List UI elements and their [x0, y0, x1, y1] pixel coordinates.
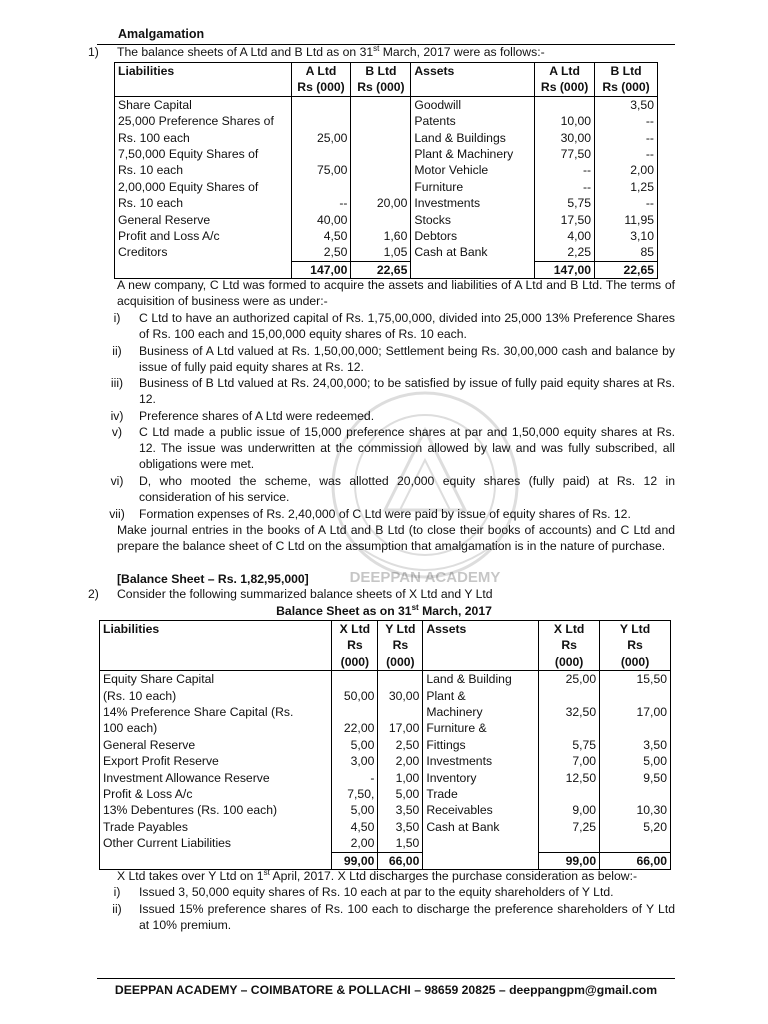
- list-item-text: Issued 3, 50,000 equity shares of Rs. 10 each at par to the equity shareholders of Y Ltd.: [139, 885, 614, 899]
- table-cell: Other Current Liabilities: [100, 835, 332, 852]
- table-cell: Equity Share Capital: [100, 671, 332, 688]
- table-cell: --: [595, 195, 658, 211]
- table-row: [115, 146, 658, 162]
- table-cell: Creditors: [115, 244, 292, 261]
- table-row: [115, 228, 658, 244]
- table-cell: Motor Vehicle: [411, 162, 535, 178]
- q2-intro: Consider the following summarized balance sheets of X Ltd and Y Ltd: [117, 587, 493, 601]
- list-item-text: Issued 15% preference shares of Rs. 100 each to discharge the preference shareholders of Y Ltd at 10% premium.: [139, 902, 675, 933]
- table-row: [100, 704, 671, 720]
- table-cell: Machinery: [423, 704, 539, 720]
- table-cell: 5,20: [600, 819, 671, 835]
- table-row: [100, 819, 671, 835]
- table-cell: 1,00: [378, 770, 423, 786]
- table-cell: Inventory: [423, 770, 539, 786]
- table-cell: --: [291, 195, 351, 211]
- list-item-text: Business of B Ltd valued at Rs. 24,00,000; to be satisfied by issue of fully paid equity shares at Rs. 12.: [139, 376, 675, 407]
- header-a-ltd: A Ltd Rs (000): [291, 63, 351, 97]
- table-row: [115, 162, 658, 178]
- list-item: [110, 375, 675, 407]
- list-item: [113, 310, 675, 342]
- table-cell: 3,50: [378, 802, 423, 818]
- table-cell: Investment Allowance Reserve: [100, 770, 332, 786]
- table-cell: [291, 179, 351, 195]
- table-cell: 5,00: [378, 786, 423, 802]
- table-cell: 9,50: [600, 770, 671, 786]
- total-cell: [423, 852, 539, 869]
- table-cell: [600, 786, 671, 802]
- table-cell: 13% Debentures (Rs. 100 each): [100, 802, 332, 818]
- table-cell: 30,00: [378, 688, 423, 704]
- header-x-ltd: X Ltd Rs (000): [332, 621, 378, 671]
- table-row: [100, 786, 671, 802]
- table-cell: [539, 688, 600, 704]
- table-cell: Patents: [411, 113, 535, 129]
- table-cell: [351, 130, 411, 146]
- table-cell: Receivables: [423, 802, 539, 818]
- table-cell: --: [595, 130, 658, 146]
- table-row: [115, 130, 658, 146]
- table-cell: [600, 835, 671, 852]
- list-item: [109, 506, 675, 522]
- table-cell: [332, 704, 378, 720]
- list-item-text: C Ltd to have an authorized capital of Rs. 1,75,00,000, divided into 25,000 13% Preference Shares of Rs. 100 each and 15,00,000 equity shares of Rs. 10 each.: [139, 311, 675, 342]
- list-item-text: Formation expenses of Rs. 2,40,000 of C Ltd were paid by issue of equity shares of Rs. 12.: [139, 507, 631, 521]
- list-item: [112, 343, 675, 375]
- table-cell: 50,00: [332, 688, 378, 704]
- list-item-number: v): [111, 425, 123, 439]
- table-cell: [351, 146, 411, 162]
- table-cell: 1,25: [595, 179, 658, 195]
- list-item-text: C Ltd made a public issue of 15,000 preference shares at par and 1,50,000 equity shares at Rs. 12. The issue was underwritten at the commission allowed by law and was fully subscribed, all obligations were met.: [139, 425, 675, 472]
- table-cell: 4,50: [332, 819, 378, 835]
- table-cell: [600, 720, 671, 736]
- table-cell: 2,00: [595, 162, 658, 178]
- list-item-text: Business of A Ltd valued at Rs. 1,50,00,000; Settlement being Rs. 30,00,000 cash and balance by issue of fully paid equity shares at Rs. 12.: [139, 344, 675, 375]
- table-cell: 2,50: [378, 737, 423, 753]
- table-cell: 1,50: [378, 835, 423, 852]
- table-cell: 7,25: [539, 819, 600, 835]
- table-cell: Plant &: [423, 688, 539, 704]
- table-cell: 2,00,000 Equity Shares of: [115, 179, 292, 195]
- table-cell: 100 each): [100, 720, 332, 736]
- table-cell: 17,50: [535, 212, 595, 228]
- table-cell: 30,00: [535, 130, 595, 146]
- table-row: [100, 753, 671, 769]
- table-cell: [539, 720, 600, 736]
- table-cell: 11,95: [595, 212, 658, 228]
- table-cell: 4,50: [291, 228, 351, 244]
- table-cell: [351, 113, 411, 129]
- table-cell: 7,50,000 Equity Shares of: [115, 146, 292, 162]
- table-row: [115, 195, 658, 211]
- table-cell: -: [332, 770, 378, 786]
- table-cell: 85: [595, 244, 658, 261]
- table-cell: 5,00: [332, 737, 378, 753]
- table-cell: 3,50: [600, 737, 671, 753]
- table-cell: [291, 96, 351, 113]
- table-cell: 1,60: [351, 228, 411, 244]
- table-cell: 1,05: [351, 244, 411, 261]
- list-item: [112, 901, 675, 933]
- table-cell: Rs. 10 each: [115, 162, 292, 178]
- header-y-ltd-assets: Y Ltd Rs (000): [600, 621, 671, 671]
- table-cell: 10,00: [535, 113, 595, 129]
- table-cell: 3,50: [378, 819, 423, 835]
- header-assets: Assets: [423, 621, 539, 671]
- table-cell: [351, 96, 411, 113]
- list-item-text: Preference shares of A Ltd were redeemed.: [139, 409, 375, 423]
- q2-paragraph: X Ltd takes over Y Ltd on 1st April, 2017. X Ltd discharges the purchase consideration as below:-: [117, 867, 638, 883]
- table-cell: 5,00: [332, 802, 378, 818]
- list-item: [111, 424, 675, 473]
- header-x-ltd-assets: X Ltd Rs (000): [539, 621, 600, 671]
- table-cell: [423, 835, 539, 852]
- total-cell: 22,65: [351, 261, 411, 278]
- q1-balance-sheet-table: [114, 62, 658, 279]
- table-cell: 25,00: [291, 130, 351, 146]
- table-cell: Cash at Bank: [411, 244, 535, 261]
- table-row: [115, 113, 658, 129]
- header-liabilities: Liabilities: [115, 63, 292, 97]
- table-cell: 4,00: [535, 228, 595, 244]
- table-row: [100, 802, 671, 818]
- table-cell: 7,50,: [332, 786, 378, 802]
- table-cell: 15,50: [600, 671, 671, 688]
- table-row: [100, 720, 671, 736]
- q1-intro: The balance sheets of A Ltd and B Ltd as on 31st March, 2017 were as follows:-: [117, 43, 545, 59]
- list-item-text: D, who mooted the scheme, was allotted 20,000 equity shares (fully paid) at Rs. 12 in consideration of his service.: [139, 474, 675, 505]
- table-cell: [539, 786, 600, 802]
- header-liabilities: Liabilities: [100, 621, 332, 671]
- total-cell: 147,00: [535, 261, 595, 278]
- table-cell: 12,50: [539, 770, 600, 786]
- table-cell: 40,00: [291, 212, 351, 228]
- table-row: [100, 770, 671, 786]
- list-item: [110, 408, 675, 424]
- q2-number: 2): [88, 587, 99, 601]
- table-cell: Profit & Loss A/c: [100, 786, 332, 802]
- table-row: [115, 96, 658, 113]
- footer-rule: [97, 978, 675, 979]
- table-cell: [291, 113, 351, 129]
- table-cell: Debtors: [411, 228, 535, 244]
- table-cell: 25,000 Preference Shares of: [115, 113, 292, 129]
- table-cell: 3,00: [332, 753, 378, 769]
- table-cell: 3,50: [595, 96, 658, 113]
- table-row: [100, 835, 671, 852]
- table-cell: Share Capital: [115, 96, 292, 113]
- table-cell: --: [535, 162, 595, 178]
- header-b-ltd: B Ltd Rs (000): [351, 63, 411, 97]
- total-cell: [100, 852, 332, 869]
- total-cell: 66,00: [600, 852, 671, 869]
- table-cell: 5,00: [600, 753, 671, 769]
- q1-answer: [Balance Sheet – Rs. 1,82,95,000]: [117, 572, 309, 586]
- table-cell: Profit and Loss A/c: [115, 228, 292, 244]
- watermark-text: DEEPPAN ACADEMY: [349, 569, 501, 586]
- table-cell: 2,00: [332, 835, 378, 852]
- list-item-number: ii): [112, 344, 122, 358]
- header-y-ltd: Y Ltd Rs (000): [378, 621, 423, 671]
- table-cell: --: [535, 179, 595, 195]
- table-row: [115, 244, 658, 261]
- q2-balance-sheet-title: Balance Sheet as on 31st March, 2017: [276, 602, 492, 618]
- table-cell: Trade Payables: [100, 819, 332, 835]
- table-cell: 2,50: [291, 244, 351, 261]
- list-item: [110, 473, 675, 505]
- total-cell: 99,00: [332, 852, 378, 869]
- table-row: [115, 179, 658, 195]
- total-cell: 147,00: [291, 261, 351, 278]
- q1-paragraph-2: Make journal entries in the books of A Ltd and B Ltd (to close their books of accounts) and C Ltd and prepare the balance sheet of C Ltd on the assumption that amalgamation is in the nature of purchase.: [117, 523, 675, 554]
- list-item-number: vii): [109, 507, 125, 521]
- total-cell: 99,00: [539, 852, 600, 869]
- table-cell: --: [595, 113, 658, 129]
- table-cell: 7,00: [539, 753, 600, 769]
- table-cell: Trade: [423, 786, 539, 802]
- list-item-number: vi): [110, 474, 124, 488]
- table-cell: [351, 212, 411, 228]
- table-cell: Goodwill: [411, 96, 535, 113]
- total-cell: 22,65: [595, 261, 658, 278]
- table-cell: [600, 688, 671, 704]
- table-cell: Land & Buildings: [411, 130, 535, 146]
- table-cell: 77,50: [535, 146, 595, 162]
- table-cell: 10,30: [600, 802, 671, 818]
- header-assets: Assets: [411, 63, 535, 97]
- table-cell: Furniture &: [423, 720, 539, 736]
- table-cell: [378, 704, 423, 720]
- list-item-number: iii): [110, 376, 124, 390]
- list-item: [113, 884, 675, 900]
- table-cell: Cash at Bank: [423, 819, 539, 835]
- table-cell: 75,00: [291, 162, 351, 178]
- table-cell: 2,00: [378, 753, 423, 769]
- table-cell: 2,25: [535, 244, 595, 261]
- table-cell: Plant & Machinery: [411, 146, 535, 162]
- table-cell: [539, 835, 600, 852]
- table-cell: 17,00: [600, 704, 671, 720]
- list-item-number: ii): [112, 902, 122, 916]
- table-cell: 3,10: [595, 228, 658, 244]
- q1-paragraph-1: A new company, C Ltd was formed to acquire the assets and liabilities of A Ltd and B Ltd. The terms of acquisition of business were as under:-: [117, 278, 675, 309]
- q2-balance-sheet-table: [99, 620, 671, 870]
- table-row: [100, 671, 671, 688]
- table-cell: Rs. 100 each: [115, 130, 292, 146]
- table-cell: Export Profit Reserve: [100, 753, 332, 769]
- table-cell: 20,00: [351, 195, 411, 211]
- list-item-number: iv): [110, 409, 124, 423]
- table-cell: --: [595, 146, 658, 162]
- table-cell: [351, 162, 411, 178]
- table-cell: [378, 671, 423, 688]
- table-cell: 32,50: [539, 704, 600, 720]
- table-cell: Land & Building: [423, 671, 539, 688]
- page-title: Amalgamation: [118, 27, 205, 41]
- table-cell: 22,00: [332, 720, 378, 736]
- table-cell: 9,00: [539, 802, 600, 818]
- table-cell: [535, 96, 595, 113]
- table-cell: Investments: [411, 195, 535, 211]
- footer: DEEPPAN ACADEMY – COIMBATORE & POLLACHI – 98659 20825 – deeppangpm@gmail.com: [114, 983, 658, 997]
- table-row: [100, 737, 671, 753]
- header-a-ltd-assets: A Ltd Rs (000): [535, 63, 595, 97]
- table-cell: Rs. 10 each: [115, 195, 292, 211]
- table-cell: [351, 179, 411, 195]
- table-cell: 25,00: [539, 671, 600, 688]
- table-cell: General Reserve: [100, 737, 332, 753]
- table-cell: [291, 146, 351, 162]
- total-cell: 66,00: [378, 852, 423, 869]
- table-cell: [332, 671, 378, 688]
- table-row: [100, 688, 671, 704]
- table-cell: Stocks: [411, 212, 535, 228]
- table-cell: General Reserve: [115, 212, 292, 228]
- table-cell: 14% Preference Share Capital (Rs.: [100, 704, 332, 720]
- list-item-number: i): [113, 885, 121, 899]
- table-cell: 5,75: [535, 195, 595, 211]
- table-row: [115, 212, 658, 228]
- table-cell: 17,00: [378, 720, 423, 736]
- totals-row: [100, 852, 671, 869]
- table-cell: 5,75: [539, 737, 600, 753]
- list-item-number: i): [113, 311, 121, 325]
- header-b-ltd-assets: B Ltd Rs (000): [595, 63, 658, 97]
- table-cell: Investments: [423, 753, 539, 769]
- table-cell: Fittings: [423, 737, 539, 753]
- q1-number: 1): [88, 45, 99, 59]
- table-cell: (Rs. 10 each): [100, 688, 332, 704]
- table-cell: Furniture: [411, 179, 535, 195]
